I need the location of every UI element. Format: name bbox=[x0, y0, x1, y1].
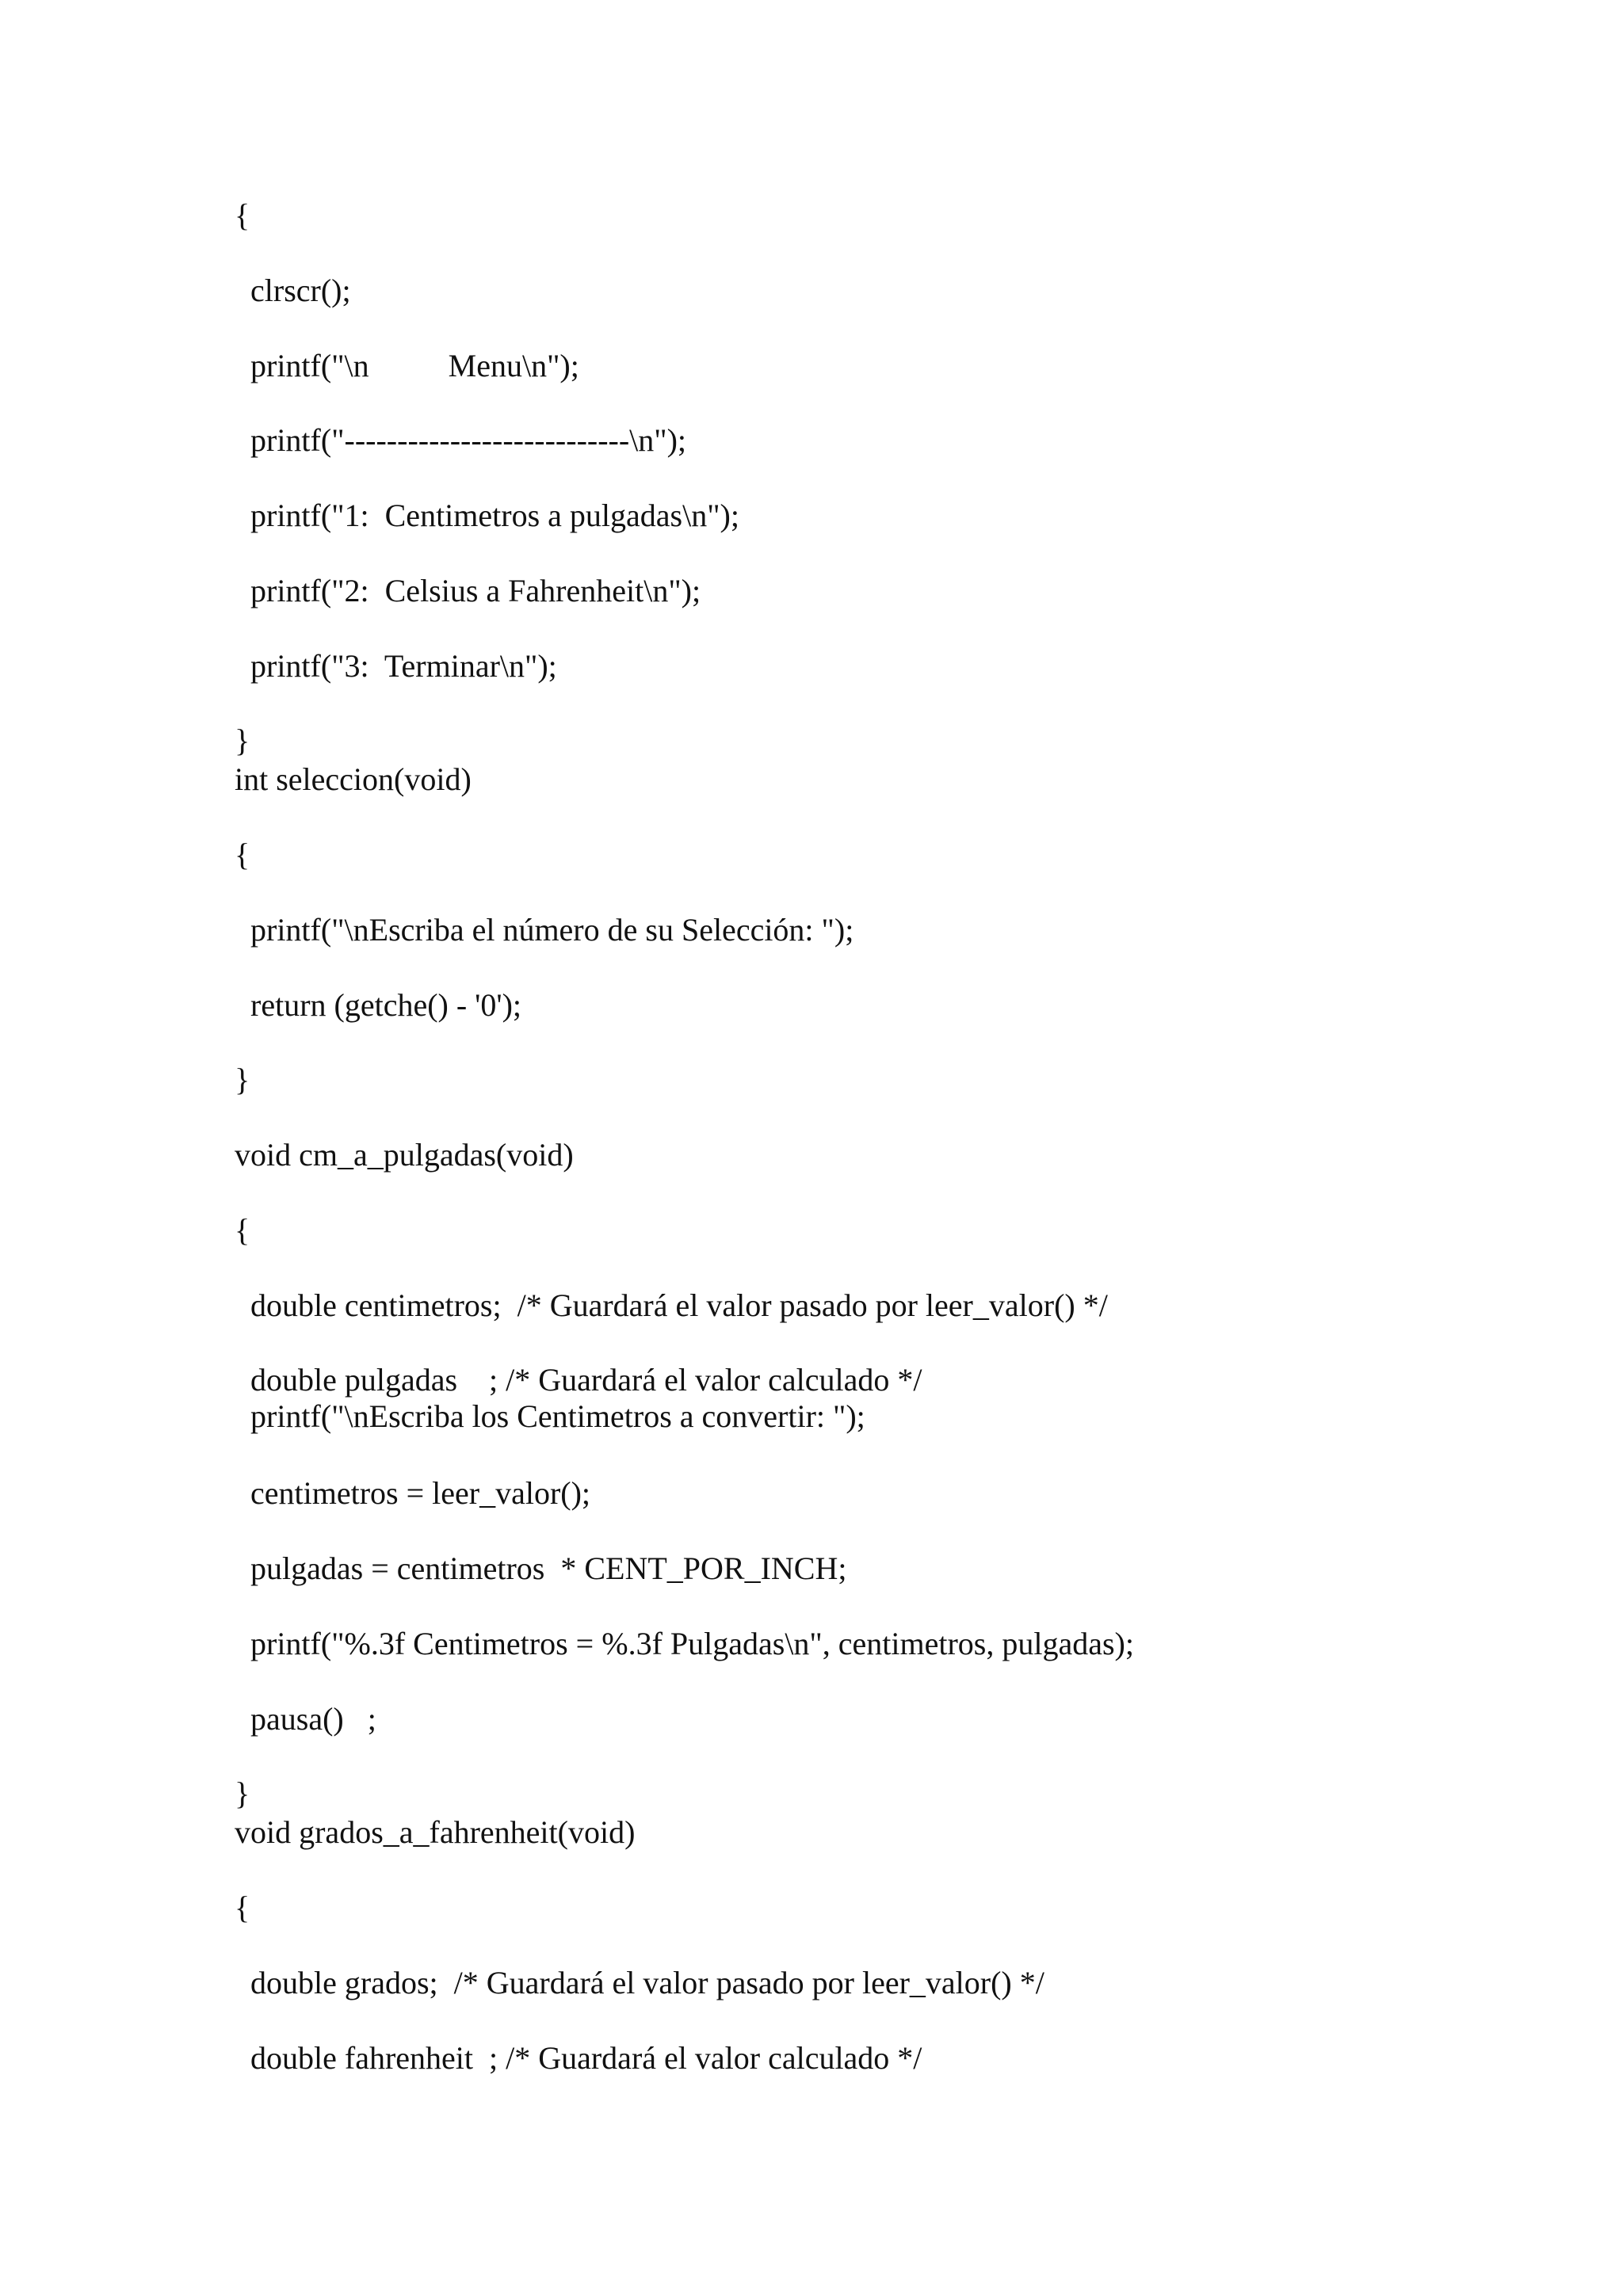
code-line: { bbox=[235, 197, 250, 233]
code-line: pausa() ; bbox=[235, 1701, 376, 1737]
code-line: clrscr(); bbox=[235, 273, 351, 308]
code-line: pulgadas = centimetros * CENT_POR_INCH; bbox=[235, 1550, 847, 1586]
code-line: void grados_a_fahrenheit(void) bbox=[235, 1814, 636, 1850]
code-line: double pulgadas ; /* Guardará el valor calculado */ bbox=[235, 1362, 922, 1398]
code-line: } bbox=[235, 723, 250, 758]
code-line: printf("\nEscriba el número de su Selección: "); bbox=[235, 912, 854, 948]
code-line: return (getche() - '0'); bbox=[235, 987, 522, 1023]
code-line: double centimetros; /* Guardará el valor pasado por leer_valor() */ bbox=[235, 1287, 1108, 1323]
code-line: { bbox=[235, 837, 250, 872]
code-line: } bbox=[235, 1775, 250, 1811]
code-line: printf("\n Menu\n"); bbox=[235, 348, 579, 383]
code-line: double fahrenheit ; /* Guardará el valor calculado */ bbox=[235, 2040, 922, 2076]
code-line: } bbox=[235, 1062, 250, 1097]
code-line: printf("3: Terminar\n"); bbox=[235, 648, 557, 684]
code-line: void cm_a_pulgadas(void) bbox=[235, 1137, 574, 1173]
code-line: printf("---------------------------\n"); bbox=[235, 422, 687, 458]
code-line: printf("2: Celsius a Fahrenheit\n"); bbox=[235, 573, 701, 608]
code-line: double grados; /* Guardará el valor pasado por leer_valor() */ bbox=[235, 1965, 1044, 2000]
code-line: printf("1: Centimetros a pulgadas\n"); bbox=[235, 498, 739, 533]
code-line: centimetros = leer_valor(); bbox=[235, 1475, 591, 1511]
code-line: printf("\nEscriba los Centimetros a convertir: "); bbox=[235, 1398, 865, 1434]
code-line: int seleccion(void) bbox=[235, 761, 472, 797]
code-line: { bbox=[235, 1212, 250, 1248]
code-line: { bbox=[235, 1890, 250, 1925]
code-line: printf("%.3f Centimetros = %.3f Pulgadas\n", centimetros, pulgadas); bbox=[235, 1626, 1134, 1661]
